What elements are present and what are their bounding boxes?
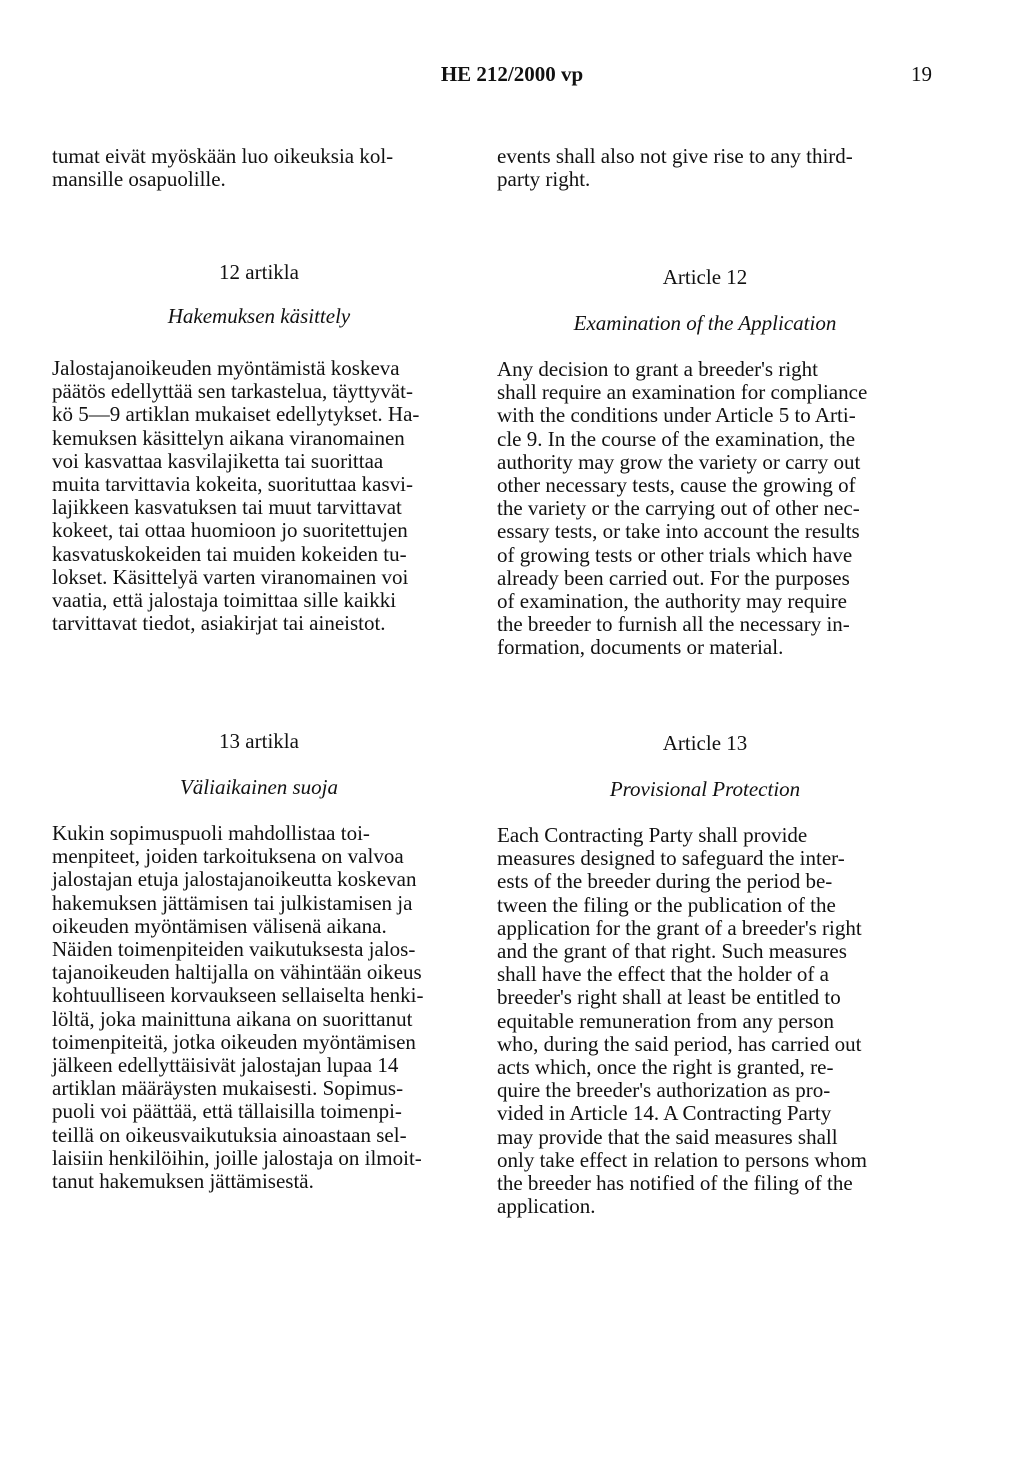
article-12-en-subheading: Examination of the Application <box>573 311 837 335</box>
article-13-fi-heading: 13 artikla <box>219 729 299 753</box>
article-13-en-paragraph: Each Contracting Party shall provide measures designed to safeguard the inter- ests of the breeder during the period be- tween the filing or the publication of the application for the grant of a breeder's right and the grant of that right. Such measures shall have the effect that the holder of a breeder's right shall at least be entitled to equitable remuneration from any person who, during the said period, has carried out acts which, once the right is granted, re- quire the breeder's authorization as pro- vided in Article 14. A Contracting Party may provide that the said measures shall only take effect in relation to persons whom the breeder has notified of the filing of the application. <box>497 823 867 1219</box>
article-13-en-heading: Article 13 <box>662 731 748 755</box>
article-12-fi-heading: 12 artikla <box>219 260 299 284</box>
intro-en <box>497 145 913 191</box>
page-number: 19 <box>911 62 932 86</box>
article-12-en-heading: Article 12 <box>662 265 748 289</box>
article-13-en-subheading: Provisional Protection <box>609 777 801 801</box>
article-12-en-paragraph: Any decision to grant a breeder's right shall require an examination for compliance with the conditions under Article 5 to Arti- cle 9. In the course of the examination, the authority may grow the variety or carry out other necessary tests, cause the growing of the variety or the carrying out of other nec- essary tests, or take into account the results of growing tests or other trials which have already been carried out. For the purposes of examination, the authority may require the breeder to furnish all the necessary in- formation, documents or material. <box>497 357 868 660</box>
article-12-fi-paragraph: Jalostajanoikeuden myöntämistä koskeva päätös edellyttää sen tarkastelua, täyttyvät- kö 5—9 artiklan mukaiset edellytykset. Ha- kemuksen käsittelyn aikana viranomainen voi kasvattaa kasvilajiketta tai suorittaa muita tarvittavia kokeita, suorituttaa kasvi- lajikkeen kasvatuksen tai muut tarvittavat kokeet, tai ottaa huomioon jo suoritettujen kasvatuskokeiden tai muiden kokeiden tu- lokset. Käsittelyä varten viranomainen voi vaatia, että jalostaja toimittaa sille kaikki tarvittavat tiedot, asiakirjat tai aineistot. <box>52 356 420 636</box>
article-12-fi-subheading: Hakemuksen käsittely <box>167 304 351 328</box>
article-13-fi-paragraph: Kukin sopimuspuoli mahdollistaa toi- menpiteet, joiden tarkoituksena on valvoa jalostajan etuja jalostajanoikeutta koskevan hakemuksen jättämisen tai julkistamisen ja oikeuden myöntämisen välisenä aikana. Näiden toimenpiteiden vaikutuksesta jalos- tajanoikeuden haltijalla on vähintään oikeus kohtuulliseen korvaukseen sellaiselta henki- löltä, joka mainittuna aikana on suorittanut toimenpiteitä, jotka oikeuden myöntämisen jälkeen edellyttäisivät jalostajan lupaa 14 artiklan määräysten mukaisesti. Sopimus- puoli voi päättää, että tällaisilla toimenpi- teillä on oikeusvaikutuksia ainoastaan sel- laisiin henkilöihin, joille jalostaja on ilmoit- tanut hakemuksen jättämisestä. <box>52 821 424 1194</box>
article-13-fi-body <box>52 822 466 1193</box>
intro-en-text: events shall also not give rise to any third- party right. <box>497 144 853 192</box>
article-13-fi-subheading: Väliaikainen suoja <box>179 775 339 799</box>
document-header-title: HE 212/2000 vp <box>440 62 584 86</box>
article-13-en-body <box>497 824 913 1218</box>
article-12-fi-body <box>52 357 466 635</box>
article-12-en-body <box>497 358 913 660</box>
intro-fi-text: tumat eivät myöskään luo oikeuksia kol- mansille osapuolille. <box>52 144 394 192</box>
intro-fi <box>52 145 466 191</box>
